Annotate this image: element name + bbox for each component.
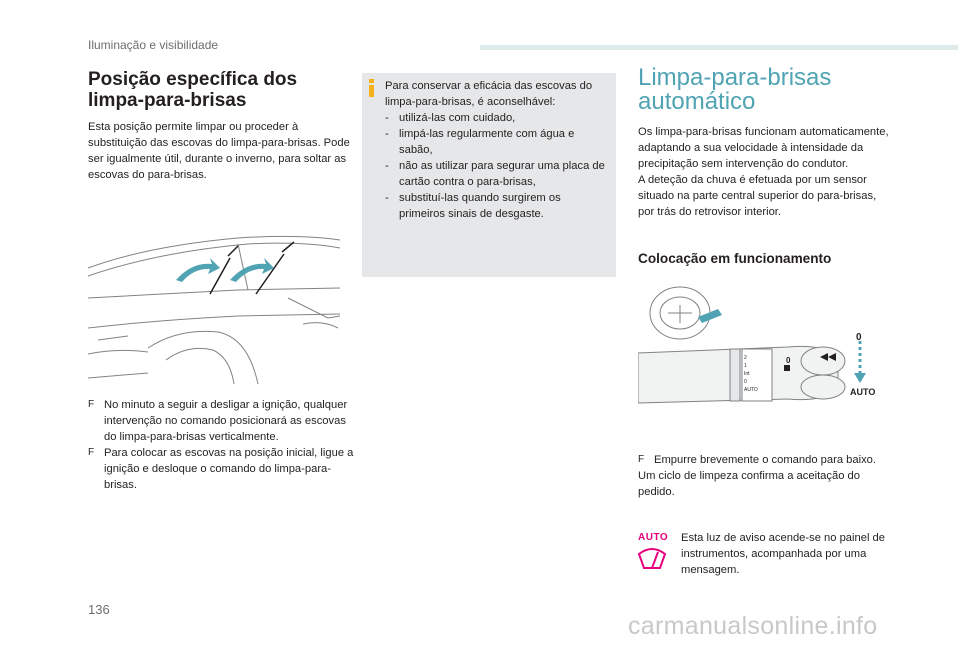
subsection-title: Colocação em funcionamento [638, 251, 832, 266]
tip-intro: Para conservar a eficácia das escovas do limpa-para-brisas, é aconselhável: [385, 80, 593, 108]
bullet-text: Empurre brevemente o comando para baixo. [654, 454, 877, 466]
position-label: 1 [744, 363, 747, 369]
dash-marker: - [385, 192, 389, 204]
section-title-right: Limpa-para-brisas automático [638, 64, 832, 115]
page-number: 136 [88, 602, 110, 617]
dash-marker: - [385, 112, 389, 124]
bullet-text: No minuto a seguir a desligar a ignição, qualquer intervenção no comando posicionará as escovas do limpa-para-brisas verticalmente. [104, 399, 348, 443]
section-title-left: Posição específica dos limpa-para-brisas [88, 69, 298, 111]
bullet-text: Para colocar as escovas na posição inicial, ligue a ignição e desloque o comando do limpa-para-brisas. [104, 447, 354, 491]
bullet-list-left [88, 397, 356, 493]
bullet-list-right [638, 452, 890, 500]
list-item [88, 397, 356, 445]
list-item [88, 445, 356, 493]
bullet-marker: F [88, 447, 95, 458]
dash-marker: - [385, 160, 389, 172]
list-item [638, 452, 890, 468]
tip-item-text: não as utilizar para segurar uma placa de cartão contra o para-brisas, [399, 160, 605, 188]
info-icon [368, 79, 376, 97]
tip-text [385, 78, 609, 222]
list-item [385, 190, 609, 222]
position-label: Int [744, 371, 750, 377]
position-label: 0 [744, 379, 747, 385]
wiper-warning-icon [636, 546, 668, 572]
auto-description [638, 124, 890, 220]
auto-warning-badge: AUTO [638, 532, 669, 543]
list-item [385, 110, 609, 126]
stalk-label-zero-ring: 0 [786, 356, 791, 365]
watermark: carmanualsonline.info [628, 612, 878, 640]
bullet-marker: F [638, 454, 645, 465]
position-label: 2 [744, 355, 747, 361]
dash-marker: - [385, 128, 389, 140]
list-item [385, 126, 609, 158]
intro-paragraph: Esta posição permite limpar ou proceder à substituição das escovas do limpa-para-brisas. Pode ser igualmente útil, durante o inverno, para soltar as escovas do para-brisas. [88, 121, 350, 181]
bullet-marker: F [88, 399, 95, 410]
warning-description: Esta luz de aviso acende-se no painel de instrumentos, acompanhada por uma mensagem. [681, 532, 885, 576]
section-header: Iluminação e visibilidade [88, 38, 219, 52]
header-bar [480, 45, 958, 50]
stalk-label-auto: AUTO [850, 387, 876, 397]
confirm-text: Um ciclo de limpeza confirma a aceitação do pedido. [638, 470, 860, 498]
car-windshield-illustration [88, 228, 340, 384]
tip-item-text: utilizá-las com cuidado, [399, 112, 516, 124]
paragraph: A deteção da chuva é efetuada por um sensor situado na parte central superior do para-brisas, por trás do retrovisor interior. [638, 174, 877, 218]
stalk-label-zero: 0 [856, 332, 862, 343]
tip-item-text: substituí-las quando surgirem os primeiros sinais de desgaste. [399, 192, 561, 220]
list-item [385, 158, 609, 190]
paragraph: Os limpa-para-brisas funcionam automaticamente, adaptando a sua velocidade à intensidade da precipitação sem intervenção do condutor. [638, 126, 889, 170]
position-label: AUTO [744, 387, 758, 393]
tip-item-text: limpá-las regularmente com água e sabão, [399, 128, 575, 156]
wiper-stalk-illustration [638, 283, 886, 413]
